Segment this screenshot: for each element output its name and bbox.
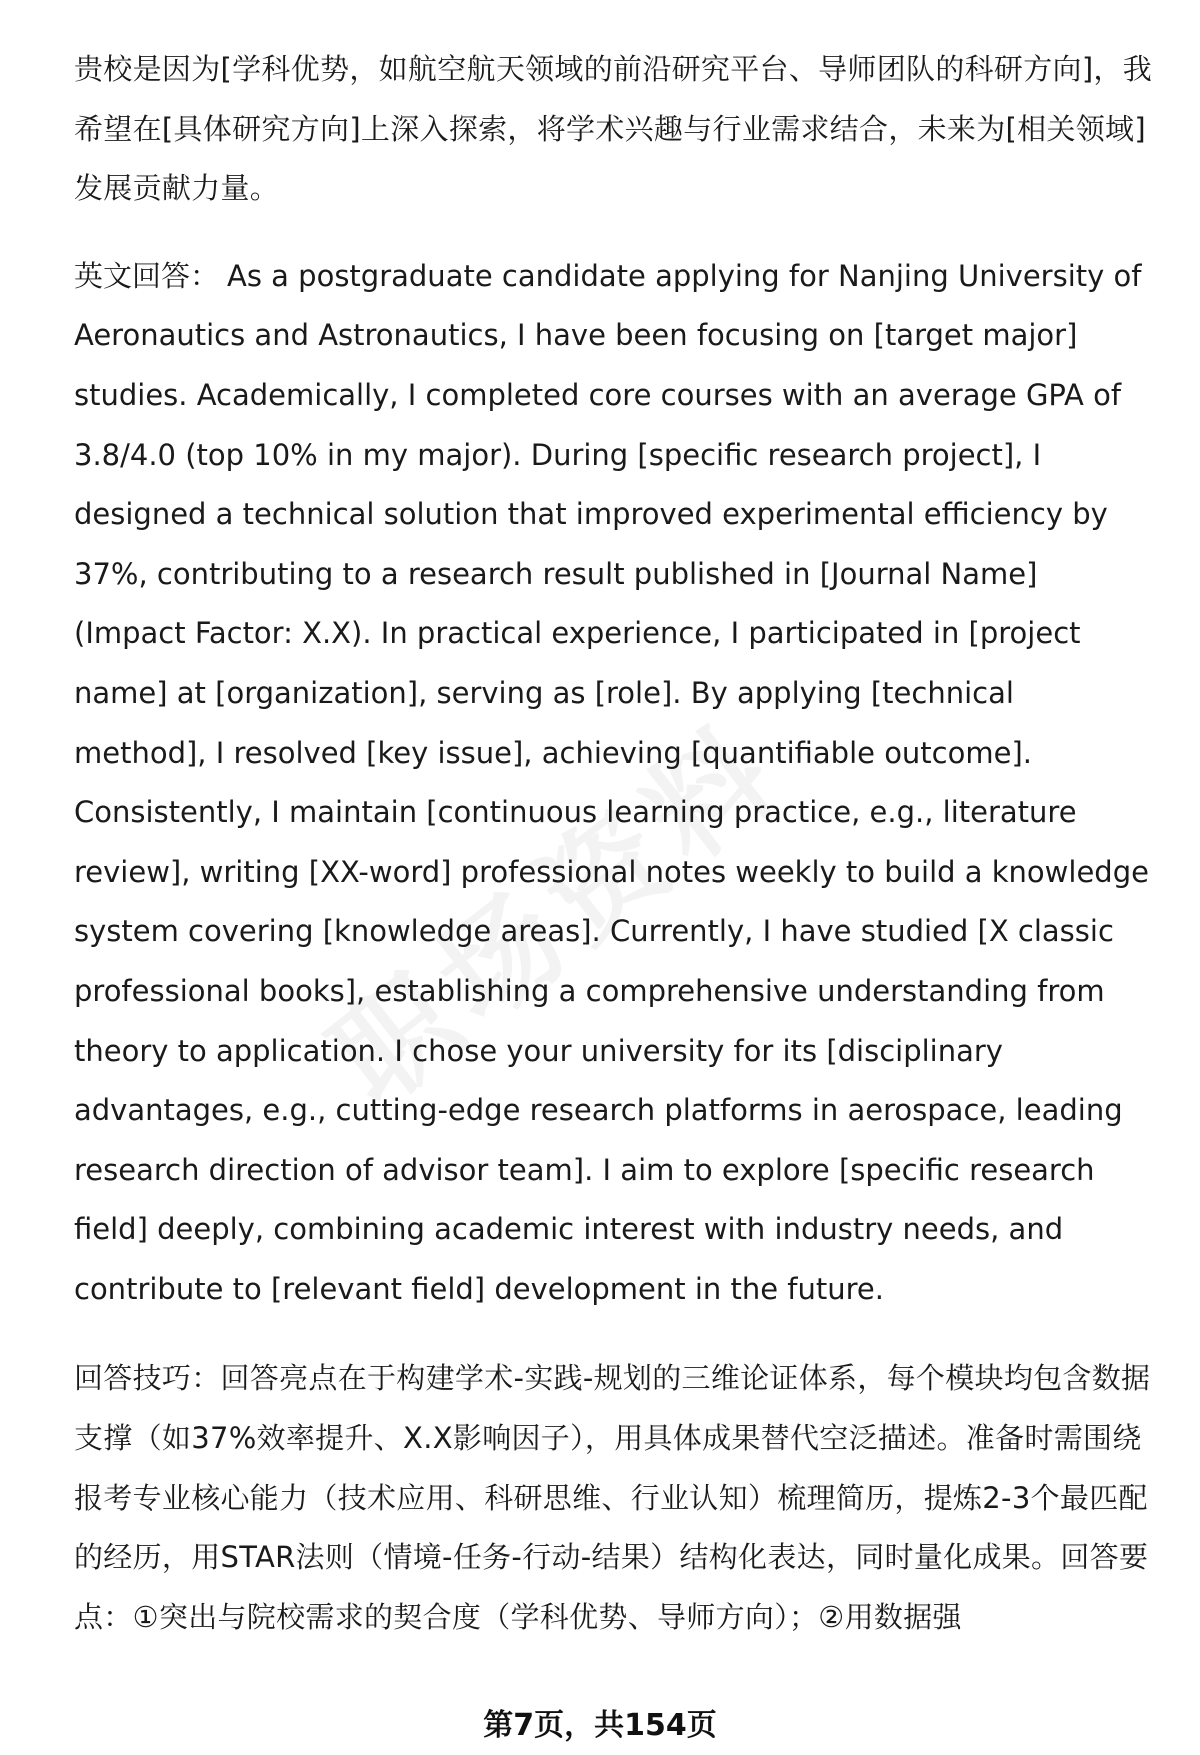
tips-paragraph: 回答技巧：回答亮点在于构建学术-实践-规划的三维论证体系，每个模块均包含数据支撑（如37%效率提升、X.X影响因子），用具体成果替代空泛描述。准备时需围绕报考专业核心能力（技术应用、科研思维、行业认知）梳理简历，提炼2-3个最匹配的经历，用STAR法则（情境-任务-行动-结果）结构化表达，同时量化成果。回答要点：①突出与院校需求的契合度（学科优势、导师方向）；②用数据强 (74, 1361, 1151, 1634)
english-answer-text: As a postgraduate candidate applying for Nanjing University of Aeronautics and Astronautics, I have been focusing on [target major] studies. Academically, I completed core courses with an average GPA of 3.8/4.0 (top 10% in my major). During [specific research project], I designed a technical solution that improved experimental efficiency by 37%, contributing to a research result published in [Journal Name] (Impact Factor: X.X). In practical experience, I participated in [project name] at [organization], serving as [role]. By applying [technical method], I resolved [key issue], achieving [quantifiable outcome]. Consistently, I maintain [continuous learning practice, e.g., literature review], writing [XX-word] professional notes weekly to build a knowledge system covering [knowledge areas]. Currently, I have studied [X classic professional books], establishing a comprehensive understanding from theory to application. I chose your university for its [disciplinary advantages, e.g., cutting-edge research platforms in aerospace, leading research direction of advisor team]. I aim to explore [specific research field] deeply, combining academic interest with industry needs, and contribute to [relevant field] development in the future. (74, 258, 1149, 1306)
english-answer-label: 英文回答： (74, 258, 220, 293)
page-number: 第7页，共154页 (483, 1708, 717, 1743)
english-answer-paragraph (74, 247, 1154, 1320)
page-content (74, 40, 1154, 1647)
intro-paragraph: 贵校是因为[学科优势，如航空航天领域的前沿研究平台、导师团队的科研方向]，我希望在[具体研究方向]上深入探索，将学术兴趣与行业需求结合，未来为[相关领域]发展贡献力量。 (74, 52, 1153, 206)
